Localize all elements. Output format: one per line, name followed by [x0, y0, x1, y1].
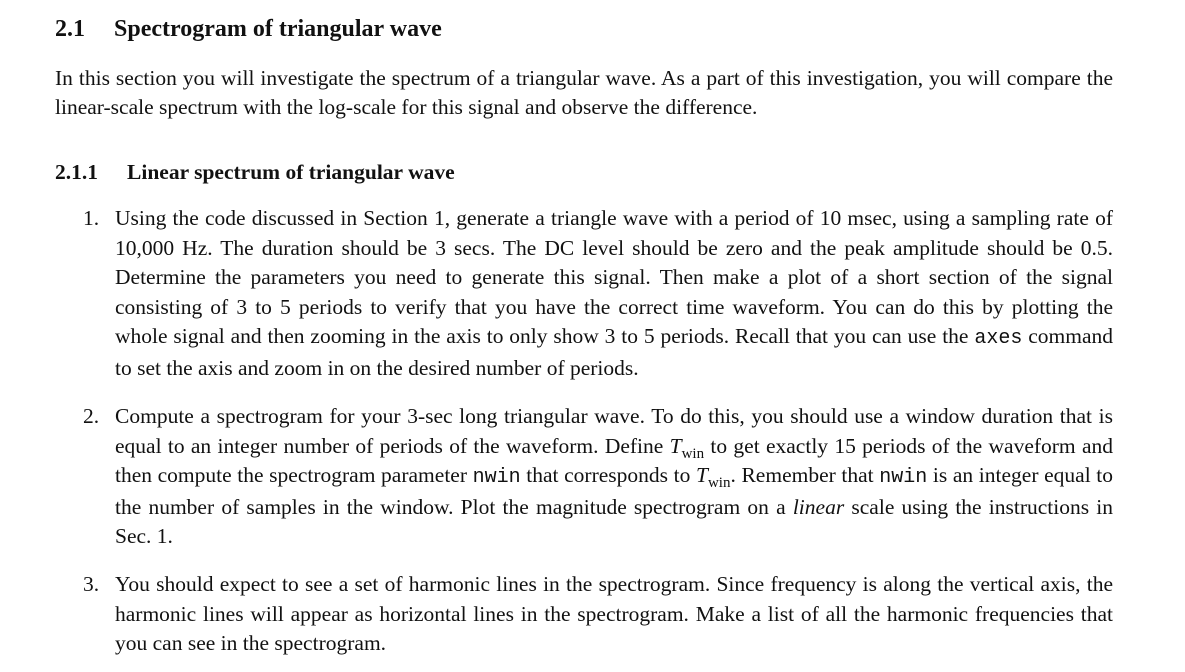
item-text-segment: . Remember that [730, 463, 874, 488]
section-heading [55, 16, 442, 43]
list-item-3 [55, 570, 1113, 659]
section-number: 2.1 [55, 16, 85, 42]
list-item-text [115, 204, 1113, 384]
list-item-text [115, 402, 1113, 552]
emphasis-linear: linear [792, 494, 845, 519]
item-text-segment: Using the code discussed in Section 1, generate a triangle wave with a period of 10 msec, using a sampling rate of 10,000 Hz. The duration should be 3 secs. The DC level should be zero and the peak amplitude should be 0.5. Determine the parameters you need to generate this signal. Then make a plot of a short section of the signal consisting of 3 to 5 periods to verify that you have the correct time waveform. You can do this by plotting the whole signal and then zooming in the axis to only show 3 to 5 periods. Recall that you can use the [115, 206, 1113, 349]
math-t-win [696, 463, 731, 492]
subsection-title: Linear spectrum of triangular wave [127, 160, 455, 184]
code-nwin: nwin [879, 466, 928, 490]
code-axes: axes [974, 327, 1023, 351]
list-item-2 [55, 402, 1113, 552]
item-text-segment: Compute a spectrogram for your 3-sec long triangular wave. To do this, you should use a window duration that is equal to an integer number of periods of the waveform. Define [115, 404, 1113, 458]
math-t-win [669, 433, 705, 462]
item-text-segment: to get exactly 15 periods of the waveform and then compute the spectrogram parameter [115, 433, 1113, 488]
code-nwin: nwin [472, 466, 521, 490]
item-text-segment: is an integer equal to the number of samples in the window. Plot the magnitude spectrogram on a [115, 463, 1114, 519]
math-variable: T [696, 463, 708, 488]
item-text-segment: command to set the axis and zoom in on the desired number of periods. [115, 324, 1114, 380]
math-subscript: win [707, 475, 731, 492]
list-item-number: 1. [83, 206, 100, 230]
section-intro-paragraph: In this section you will investigate the spectrum of a triangular wave. As a part of this investigation, you will compare the linear-scale spectrum with the log-scale for this signal and observe the difference. [55, 66, 1113, 119]
math-variable: T [669, 433, 682, 458]
list-item-number: 3. [83, 572, 100, 596]
list-item-text: You should expect to see a set of harmonic lines in the spectrogram. Since frequency is along the vertical axis, the harmonic lines will appear as horizontal lines in the spectrogram. Make a list of all the harmonic frequencies that you can see in the spectrogram. [115, 572, 1113, 656]
list-item-1 [55, 204, 1113, 384]
subsection-number: 2.1.1 [55, 160, 98, 184]
item-text-segment: scale using the instructions in Sec. 1. [115, 494, 1114, 549]
section-title: Spectrogram of triangular wave [114, 16, 442, 42]
subsection-heading [55, 160, 455, 185]
math-subscript: win [681, 445, 705, 462]
list-item-number: 2. [83, 404, 100, 428]
item-text-segment: that corresponds to [526, 463, 691, 488]
